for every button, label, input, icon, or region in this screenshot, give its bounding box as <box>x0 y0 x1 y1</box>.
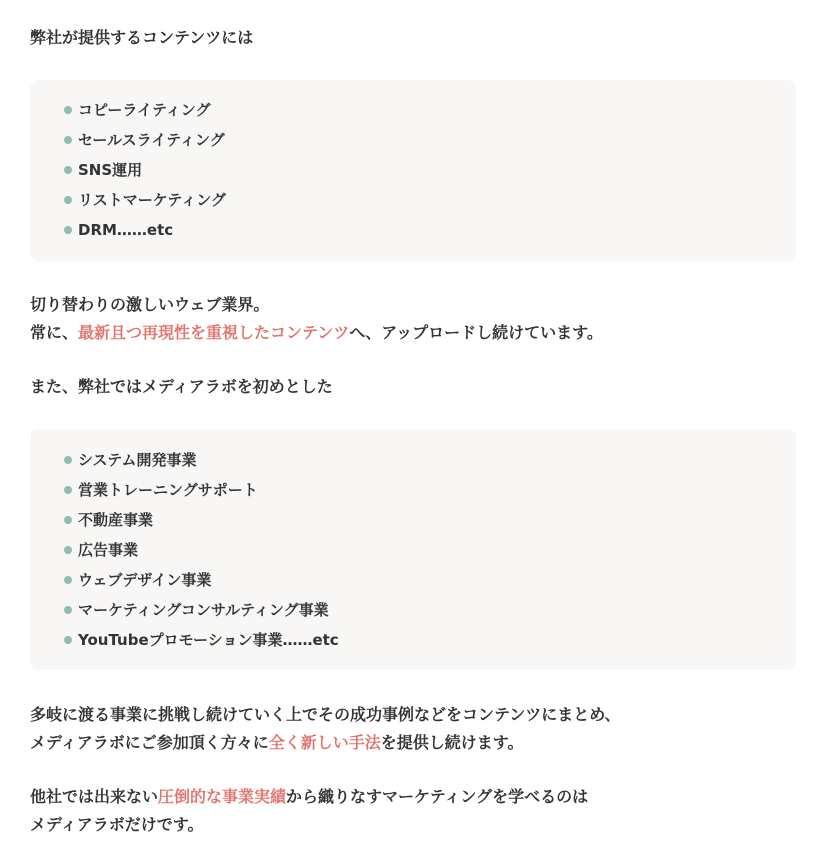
para4-line2 <box>30 729 523 757</box>
para4-line1: 多岐に渡る事業に挑戦し続けていく上でその成功事例などをコンテンツにまとめ、 <box>30 705 621 724</box>
list-item: 広告事業 <box>64 540 138 560</box>
list-item: システム開発事業 <box>64 450 197 470</box>
bullet-dot-icon <box>64 576 72 584</box>
para4-line2-post: を提供し続けます。 <box>380 733 524 752</box>
bullet-dot-icon <box>64 516 72 524</box>
highlight-text: 圧倒的な事業実績 <box>158 787 287 806</box>
bullet-dot-icon <box>64 486 72 494</box>
list-item: DRM……etc <box>64 220 173 240</box>
para2-line2-post: へ、アップロードし続けています。 <box>349 323 603 342</box>
business-list-box <box>30 429 796 670</box>
para4-line2-pre: メディアラボにご参加頂く方々に <box>30 733 269 752</box>
bullet-dot-icon <box>64 166 72 174</box>
para5-line1-pre: 他社では出来ない <box>30 787 159 806</box>
bullet-dot-icon <box>64 636 72 644</box>
para2-line2-pre: 常に、 <box>30 323 79 342</box>
bullet-dot-icon <box>64 196 72 204</box>
para5-line2: メディアラボだけです。 <box>30 815 204 834</box>
list-item: セールスライティング <box>64 130 225 150</box>
list-item: 営業トレーニングサポート <box>64 480 258 500</box>
para2-line2 <box>30 319 603 347</box>
bullet-dot-icon <box>64 546 72 554</box>
para5-line1-post: から織りなすマーケティングを学べるのは <box>286 787 589 806</box>
intro-text: 弊社が提供するコンテンツには <box>30 28 254 47</box>
list-item: リストマーケティング <box>64 190 226 210</box>
bullet-dot-icon <box>64 226 72 234</box>
bullet-dot-icon <box>64 456 72 464</box>
highlight-text: 最新且つ再現性を重視したコンテンツ <box>78 323 350 342</box>
bullet-dot-icon <box>64 136 72 144</box>
list-item: コピーライティング <box>64 100 210 120</box>
list-item: YouTubeプロモーション事業……etc <box>64 630 339 650</box>
list-item: マーケティングコンサルティング事業 <box>64 600 329 620</box>
bullet-dot-icon <box>64 606 72 614</box>
list-item: SNS運用 <box>64 160 142 180</box>
para3-text: また、弊社ではメディアラボを初めとした <box>30 377 333 396</box>
para2-line1: 切り替わりの激しいウェブ業界。 <box>30 295 270 314</box>
bullet-dot-icon <box>64 106 72 114</box>
contents-list-box <box>30 80 796 261</box>
para5-line1 <box>30 783 588 811</box>
list-item: ウェブデザイン事業 <box>64 570 211 590</box>
highlight-text: 全く新しい手法 <box>268 733 381 752</box>
list-item: 不動産事業 <box>64 510 153 530</box>
